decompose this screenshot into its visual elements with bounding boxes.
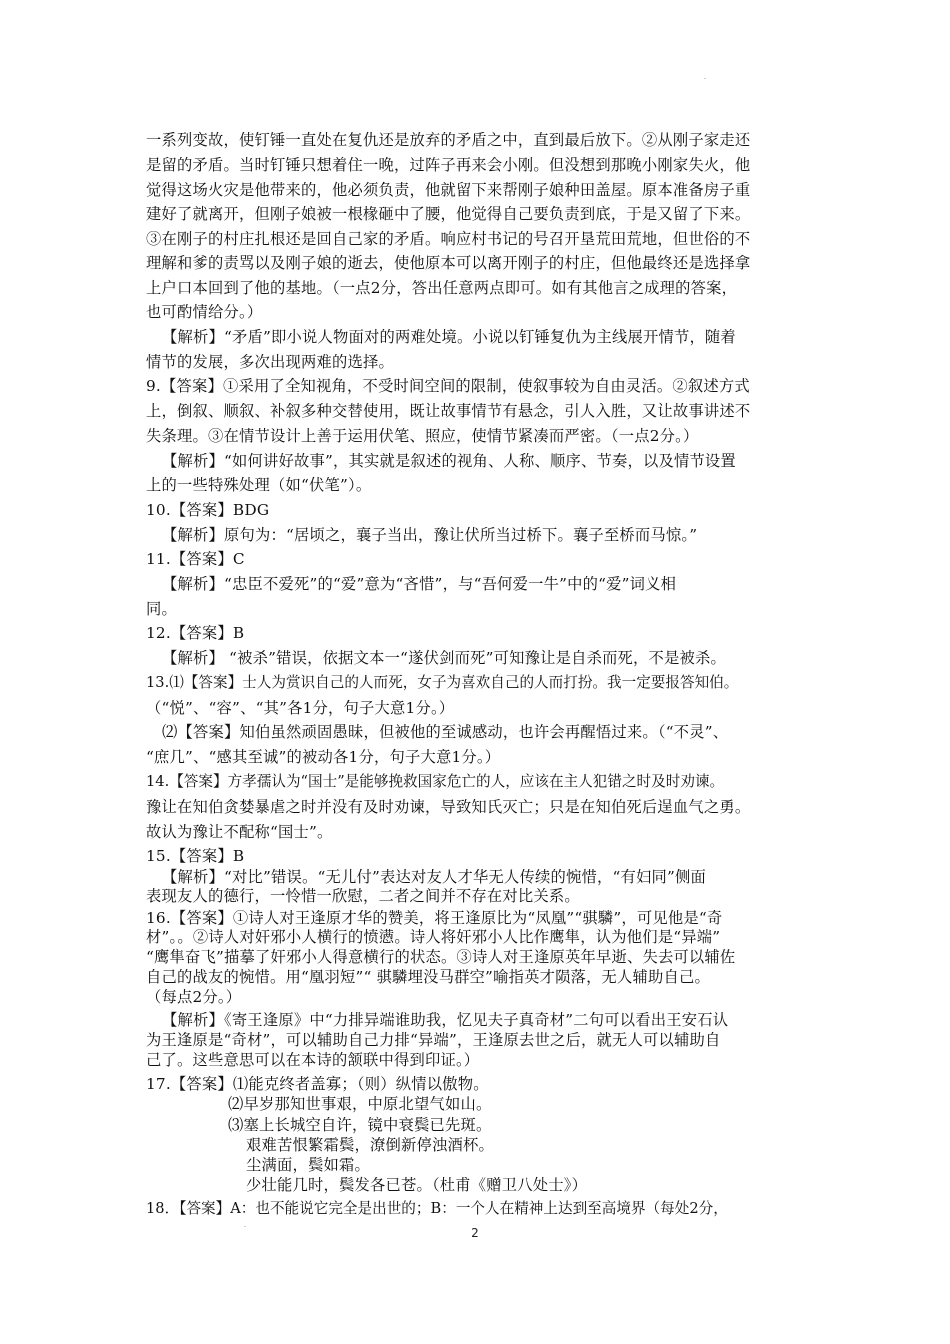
answer-line: 18．【答案】A：也不能说它完全是出世的；B：一个人在精神上达到至高境界（每处2分，: [146, 1200, 728, 1217]
text-line: 也可酌情给分。）: [146, 303, 263, 321]
text-line: 上，倒叙、顺叙、补叙多种交替使用，既让故事情节有悬念，引人入胜，又让故事讲述不: [146, 402, 751, 420]
analysis-line: 【解析】“对比”错误。“无儿付”表达对友人才华无人传续的惋惜，“有妇同”侧面: [162, 868, 707, 886]
answer-line: 11.【答案】C: [146, 550, 245, 568]
text-line: 上的一些特殊处理（如“伏笔”）。: [146, 476, 372, 494]
text-line: 材”。。②诗人对奸邪小人横行的愤懑。诗人将奸邪小人比作鹰隼，认为他们是“异端”: [146, 928, 721, 946]
analysis-line: 【解析】“如何讲好故事”，其实就是叙述的视角、人称、顺序、节奏，以及情节设置: [162, 452, 736, 470]
text-line: 失条理。③在情节设计上善于运用伏笔、照应，使情节紧凑而严密。（一点2分。）: [146, 427, 699, 445]
text-line: 理解和爹的责骂以及刚子娘的逝去，使他原本可以离开刚子的村庄，但他最终还是选择拿: [146, 254, 751, 272]
text-line: 是留的矛盾。当时钉锤只想着住一晚，过阵子再来会小刚。但没想到那晚小刚家失火，他: [146, 156, 751, 174]
text-line: 表现友人的德行，一怜惜一欣慰，二者之间并不存在对比关系。: [146, 887, 580, 905]
analysis-line: 【解析】原句为：“居顷之，襄子当出，豫让伏所当过桥下。襄子至桥而马惊。”: [162, 526, 698, 544]
text-line: “鹰隼奋飞”描摹了奸邪小人得意横行的状态。③诗人对王逢原英年早逝、失去可以辅佐: [146, 948, 736, 966]
answer-line: ⑵【答案】知伯虽然顽固愚昧，但被他的至诚感动，也许会再醒悟过来。（“不灵”、: [162, 723, 729, 741]
analysis-line: 【解析】“忠臣不爱死”的“爱”意为“吝惜”，与“吾何爱一牛”中的“爱”词义相: [162, 575, 677, 593]
text-line: 为王逢原是“奇材”，可以辅助自己力排“异端”，王逢原去世之后，就无人可以辅助自: [146, 1031, 721, 1049]
text-line: 己了。这些意思可以在本诗的颔联中得到印证。）: [146, 1051, 480, 1069]
answer-line: 17.【答案】⑴能克终者盖寡；（则）纵情以傲物。: [146, 1075, 489, 1093]
text-line: 上户口本回到了他的基地。（一点2分，答出任意两点即可。如有其他言之成理的答案，: [146, 279, 738, 297]
analysis-line: 【解析】 “被杀”错误，依据文本一“遂伏剑而死”可知豫让是自杀而死，不是被杀。: [162, 649, 727, 667]
text-line: 觉得这场火灾是他带来的，他必须负责，他就留下来帮刚子娘种田盖屋。原本准备房子重: [146, 181, 751, 199]
analysis-line: 【解析】“矛盾”即小说人物面对的两难处境。小说以钉锤复仇为主线展开情节，随着: [162, 328, 736, 346]
poem-line: 少壮能几时，鬓发各已苍。（杜甫《赠卫八处士》）: [246, 1176, 588, 1194]
text-line: “庶几”、“感其至诚”的被动各1分，句子大意1分。）: [146, 748, 501, 766]
text-line: 同。: [146, 600, 177, 618]
text-line: （“悦”、“容”、“其”各1分，句子大意1分。）: [146, 699, 455, 717]
poem-line: 艰难苦恨繁霜鬓，潦倒新停浊酒杯。: [246, 1136, 494, 1154]
text-line: 建好了就离开，但刚子娘被一根椽砸中了腰，他觉得自己要负责到底，于是又留了下来。: [146, 205, 751, 223]
answer-line: 12.【答案】B: [146, 624, 245, 642]
poem-line: ⑶塞上长城空自许，镜中衰鬓已先斑。: [228, 1116, 492, 1134]
scan-mark: [704, 78, 706, 79]
page-number: 2: [471, 1226, 479, 1240]
answer-line: 16.【答案】①诗人对王逢原才华的赞美，将王逢原比为“凤凰”“骐驎”，可见他是“奇: [146, 909, 723, 927]
text-line: ③在刚子的村庄扎根还是回自己家的矛盾。响应村书记的号召开垦荒田荒地，但世俗的不: [146, 230, 751, 248]
scan-mark: [244, 1226, 246, 1227]
answer-line: 9.【答案】①采用了全知视角，不受时间空间的限制，使叙事较为自由灵活。②叙述方式: [146, 377, 750, 395]
answer-line: 10.【答案】BDG: [146, 501, 270, 519]
answer-line: 14.【答案】方孝孺认为“国士”是能够挽救国家危亡的人，应该在主人犯错之时及时劝谏。: [146, 773, 725, 790]
text-line: 故认为豫让不配称“国士”。: [146, 823, 333, 841]
answer-line: 13.⑴【答案】士人为赏识自己的人而死，女子为喜欢自己的人而打扮。我一定要报答知伯。: [146, 674, 739, 691]
text-line: 自己的战友的惋惜。用“凰羽短”“ 骐驎埋没马群空”喻指英才陨落，无人辅助自己。: [146, 968, 711, 986]
text-line: 豫让在知伯贪婪暴虐之时并没有及时劝谏，导致知氏灭亡；只是在知伯死后逞血气之勇。: [146, 798, 751, 816]
poem-line: ⑵早岁那知世事艰，中原北望气如山。: [228, 1095, 492, 1113]
text-line: 情节的发展，多次出现两难的选择。: [146, 353, 394, 371]
text-line: 一系列变故，使钉锤一直处在复仇还是放弃的矛盾之中，直到最后放下。②从刚子家走还: [146, 131, 751, 149]
text-line: （每点2分。）: [146, 988, 242, 1006]
analysis-line: 【解析】《寄王逢原》中“力排异端谁助我，忆见夫子真奇材”二句可以看出王安石认: [162, 1011, 729, 1029]
answer-line: 15.【答案】B: [146, 847, 245, 865]
poem-line: 尘满面，鬓如霜。: [246, 1156, 370, 1174]
